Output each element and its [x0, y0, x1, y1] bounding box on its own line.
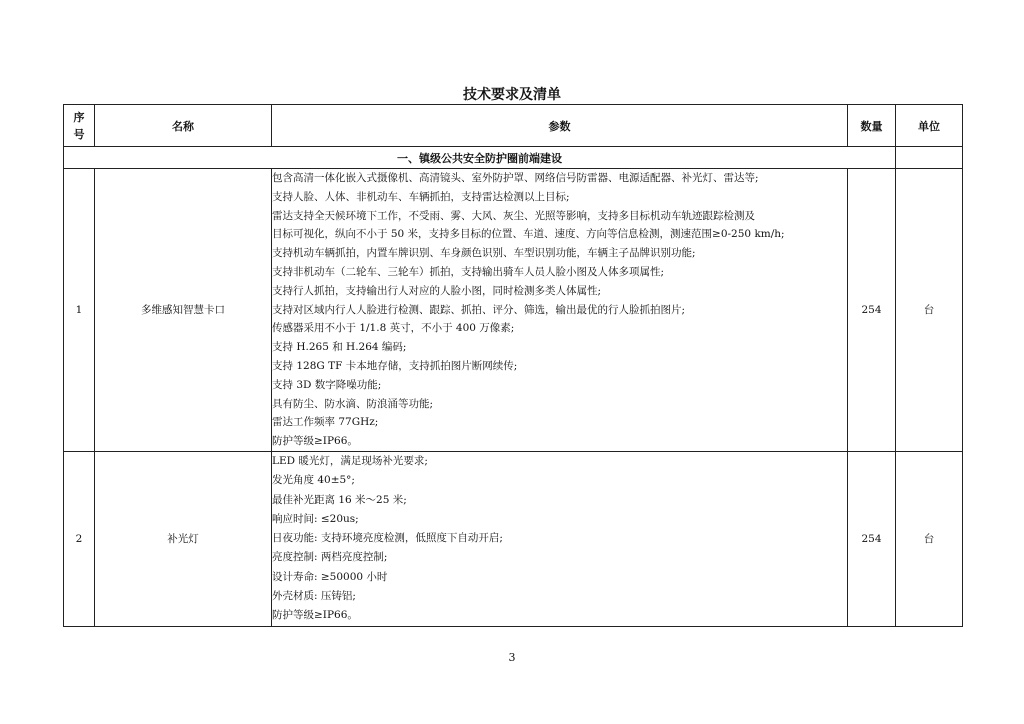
row-name: 补光灯: [95, 451, 272, 626]
row-params: [272, 451, 848, 626]
param-line: 支持 H.265 和 H.264 编码;: [272, 341, 407, 354]
row-seq: 1: [64, 169, 95, 452]
param-line: 支持 3D 数字降噪功能;: [272, 378, 382, 391]
param-line: 响应时间: ≤20us;: [272, 512, 359, 525]
row-name: 多维感知智慧卡口: [95, 169, 272, 452]
param-line: 雷达工作频率 77GHz;: [272, 416, 379, 429]
page-number: 3: [508, 651, 516, 664]
row-unit: 台: [896, 451, 963, 626]
page-title: 技术要求及清单: [463, 87, 561, 103]
table-row: [64, 451, 963, 626]
param-line: 设计寿命: ≥50000 小时: [272, 570, 388, 583]
section-title: 一、镇级公共安全防护圈前端建设: [64, 147, 896, 169]
spec-table: [63, 104, 963, 627]
param-line: 外壳材质: 压铸铝;: [272, 590, 356, 603]
row-unit: 台: [896, 169, 963, 452]
section-row: [64, 147, 963, 169]
param-line: 具有防尘、防水滴、防浪涌等功能;: [272, 397, 434, 410]
param-line: 支持行人抓拍，支持输出行人对应的人脸小图，同时检测多类人体属性;: [272, 284, 602, 297]
param-line: 传感器采用不小于 1/1.8 英寸，不小于 400 万像素;: [272, 322, 515, 335]
param-line: LED 暖光灯，满足现场补光要求;: [272, 454, 428, 467]
param-line: 包含高清一体化嵌入式摄像机、高清镜头、室外防护罩、网络信号防雷器、电源适配器、补光灯、雷达等;: [272, 172, 759, 184]
param-line: 日夜功能: 支持环境亮度检测，低照度下自动开启;: [272, 532, 503, 545]
header-name: 名称: [95, 105, 272, 147]
row-params: [272, 169, 848, 452]
param-line: 防护等级≥IP66。: [272, 435, 358, 448]
section-empty-cell: [896, 147, 963, 169]
param-line: 最佳补光距离 16 米～25 米;: [272, 493, 407, 506]
header-unit: 单位: [896, 105, 963, 147]
row-quantity: 254: [848, 169, 896, 452]
param-line: 亮度控制: 两档亮度控制;: [272, 551, 388, 564]
table-row: [64, 169, 963, 452]
param-line: 支持 128G TF 卡本地存储，支持抓拍图片断网续传;: [272, 359, 518, 372]
param-line: 支持对区域内行人人脸进行检测、跟踪、抓拍、评分、筛选，输出最优的行人脸抓拍图片;: [272, 303, 686, 316]
header-params: 参数: [272, 105, 848, 147]
header-seq-line: 序: [73, 110, 85, 124]
param-line: 支持人脸、人体、非机动车、车辆抓拍，支持雷达检测以上目标;: [272, 190, 570, 203]
header-quantity: 数量: [848, 105, 896, 147]
row-quantity: 254: [848, 451, 896, 626]
param-line: 发光角度 40±5°;: [272, 474, 355, 487]
param-line: 防护等级≥IP66。: [272, 609, 358, 622]
param-line: 支持非机动车（二轮车、三轮车）抓拍，支持输出骑车人员人脸小图及人体多项属性;: [272, 265, 665, 278]
param-line: 支持机动车辆抓拍，内置车牌识别、车身颜色识别、车型识别功能，车辆主子品牌识别功能;: [272, 247, 696, 260]
header-seq: [64, 105, 95, 147]
param-line: 雷达支持全天候环境下工作，不受雨、雾、大风、灰尘、光照等影响，支持多目标机动车轨迹跟踪检测及: [272, 209, 755, 222]
header-seq-line: 号: [73, 127, 85, 141]
table-header-row: [64, 105, 963, 147]
param-line: 目标可视化，纵向不小于 50 米，支持多目标的位置、车道、速度、方向等信息检测，测速范围≥0-250 km/h;: [272, 228, 785, 241]
row-seq: 2: [64, 451, 95, 626]
